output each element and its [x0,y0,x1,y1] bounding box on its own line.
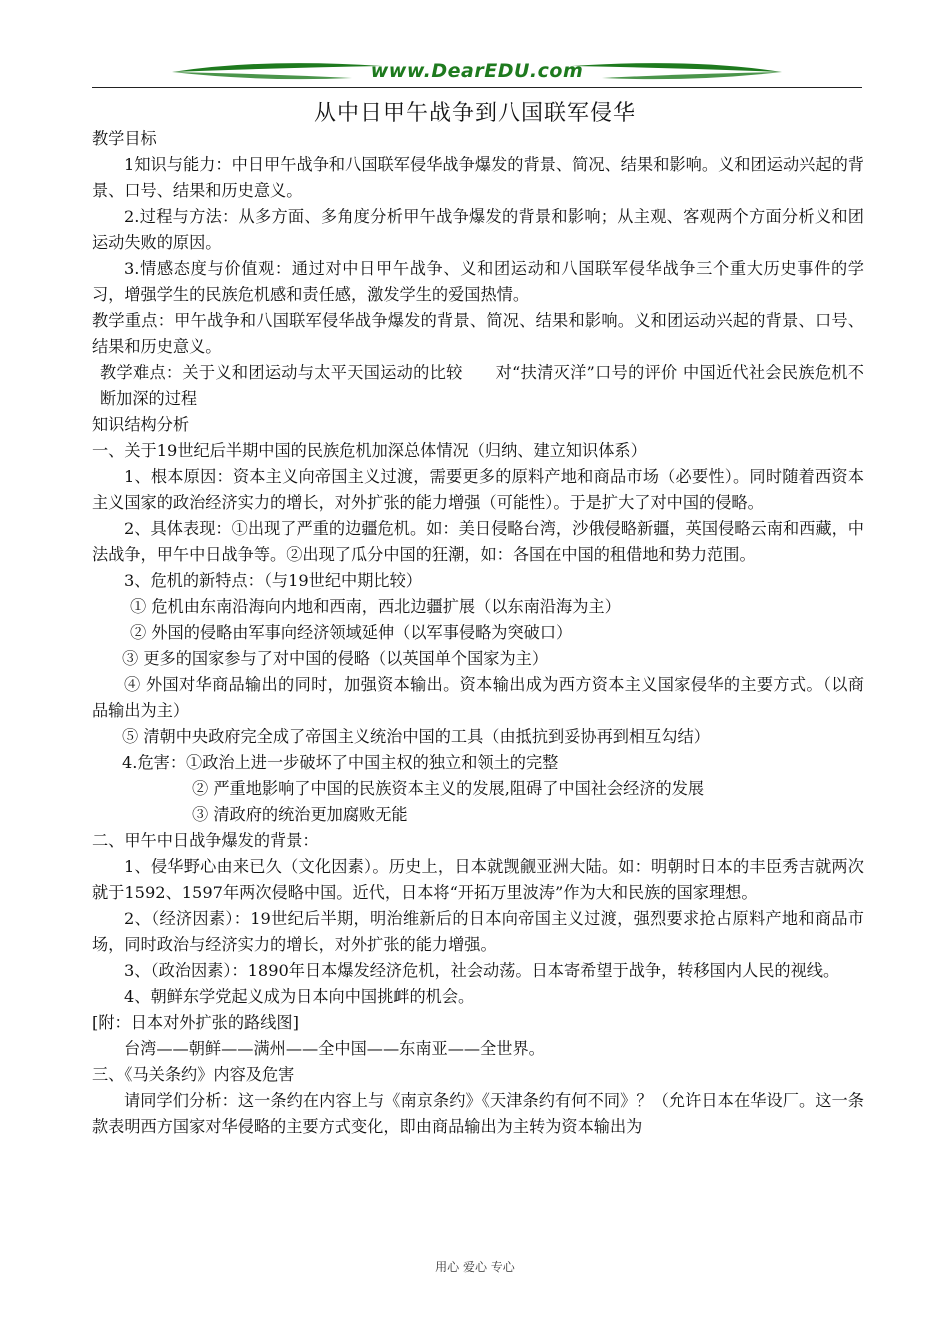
list-item: 4.危害：①政治上进一步破坏了中国主权的独立和领土的完整 [122,753,559,772]
paragraph: 3、危机的新特点：（与19世纪中期比较） [124,571,422,590]
page-title: 从中日甲午战争到八国联军侵华 [313,101,636,126]
section-heading: 教学目标 [92,129,157,148]
paragraph: 1、根本原因：资本主义向帝国主义过渡，需要更多的原料产地和商品市场（必要性）。同时随着西资本主义国家的政治经济实力的增长，对外扩张的能力增强（可能性）。于是扩大了对中国的侵略。 [92,467,864,512]
list-item: ⑤ 清朝中央政府完全成了帝国主义统治中国的工具（由抵抗到妥协再到相互勾结） [122,727,710,746]
list-item: ② 外国的侵略由军事向经济领域延伸（以军事侵略为突破口） [130,623,573,642]
section-heading: 三、《马关条约》内容及危害 [92,1065,295,1084]
paragraph: 1、侵华野心由来已久（文化因素）。历史上，日本就觊觎亚洲大陆。如：明朝时日本的丰臣秀吉就两次就于1592、1597年两次侵略中国。近代，日本将“开拓万里波涛”作为大和民族的国家理想。 [92,857,864,902]
document-body [92,126,864,1140]
paragraph: 2、具体表现：①出现了严重的边疆危机。如：美日侵略台湾，沙俄侵略新疆，英国侵略云南和西藏，中法战争，甲午中日战争等。②出现了瓜分中国的狂潮，如：各国在中国的租借地和势力范围。 [92,519,864,564]
paragraph: 3.情感态度与价值观：通过对中日甲午战争、义和团运动和八国联军侵华战争三个重大历史事件的学习，增强学生的民族危机感和责任感，激发学生的爱国热情。 [92,259,864,304]
paragraph: 1知识与能力：中日甲午战争和八国联军侵华战争爆发的背景、简况、结果和影响。义和团运动兴起的背景、口号、结果和历史意义。 [92,155,864,200]
site-header [92,52,862,92]
paragraph: [附：日本对外扩张的路线图] [92,1013,299,1032]
section-heading: 二、甲午中日战争爆发的背景： [92,831,319,850]
paragraph: 请同学们分析：这一条约在内容上与《南京条约》《天津条约有何不同》？（允许日本在华设厂。这一条款表明西方国家对华侵略的主要方式变化，即由商品输出为主转为资本输出为 [92,1091,864,1136]
site-url[interactable]: www.DearEDU.com [370,60,584,82]
list-item: ② 严重地影响了中国的民族资本主义的发展,阻碍了中国社会经济的发展 [192,779,705,798]
header-rule [92,87,862,88]
page-footer: 用心 爱心 专心 [435,1260,515,1274]
paragraph: 3、（政治因素）：1890年日本爆发经济危机，社会动荡。日本寄希望于战争，转移国内人民的视线。 [124,961,840,980]
paragraph: 2.过程与方法：从多方面、多角度分析甲午战争爆发的背景和影响；从主观、客观两个方面分析义和团运动失败的原因。 [92,207,864,252]
list-item: ① 危机由东南沿海向内地和西南，西北边疆扩展（以东南沿海为主） [130,597,621,616]
paragraph: 4、朝鲜东学党起义成为日本向中国挑衅的机会。 [124,987,475,1006]
section-heading: 知识结构分析 [92,415,190,434]
paragraph: 教学难点：关于义和团运动与太平天国运动的比较 对“扶清灭洋”口号的评价 中国近代社会民族危机不断加深的过程 [100,363,864,408]
list-item: ③ 更多的国家参与了对中国的侵略（以英国单个国家为主） [122,649,549,668]
list-item: ③ 清政府的统治更加腐败无能 [192,805,408,824]
paragraph: 教学重点：甲午战争和八国联军侵华战争爆发的背景、简况、结果和影响。义和团运动兴起的背景、口号、结果和历史意义。 [92,311,864,356]
paragraph: 2、（经济因素）：19世纪后半期，明治维新后的日本向帝国主义过渡，强烈要求抢占原料产地和商品市场，同时政治与经济实力的增长，对外扩张的能力增强。 [92,909,864,954]
list-item: ④ 外国对华商品输出的同时，加强资本输出。资本输出成为西方资本主义国家侵华的主要方式。（以商品输出为主） [92,675,864,720]
section-heading: 一、关于19世纪后半期中国的民族危机加深总体情况（归纳、建立知识体系） [92,441,647,460]
paragraph: 台湾——朝鲜——满州——全中国——东南亚——全世界。 [124,1039,545,1058]
